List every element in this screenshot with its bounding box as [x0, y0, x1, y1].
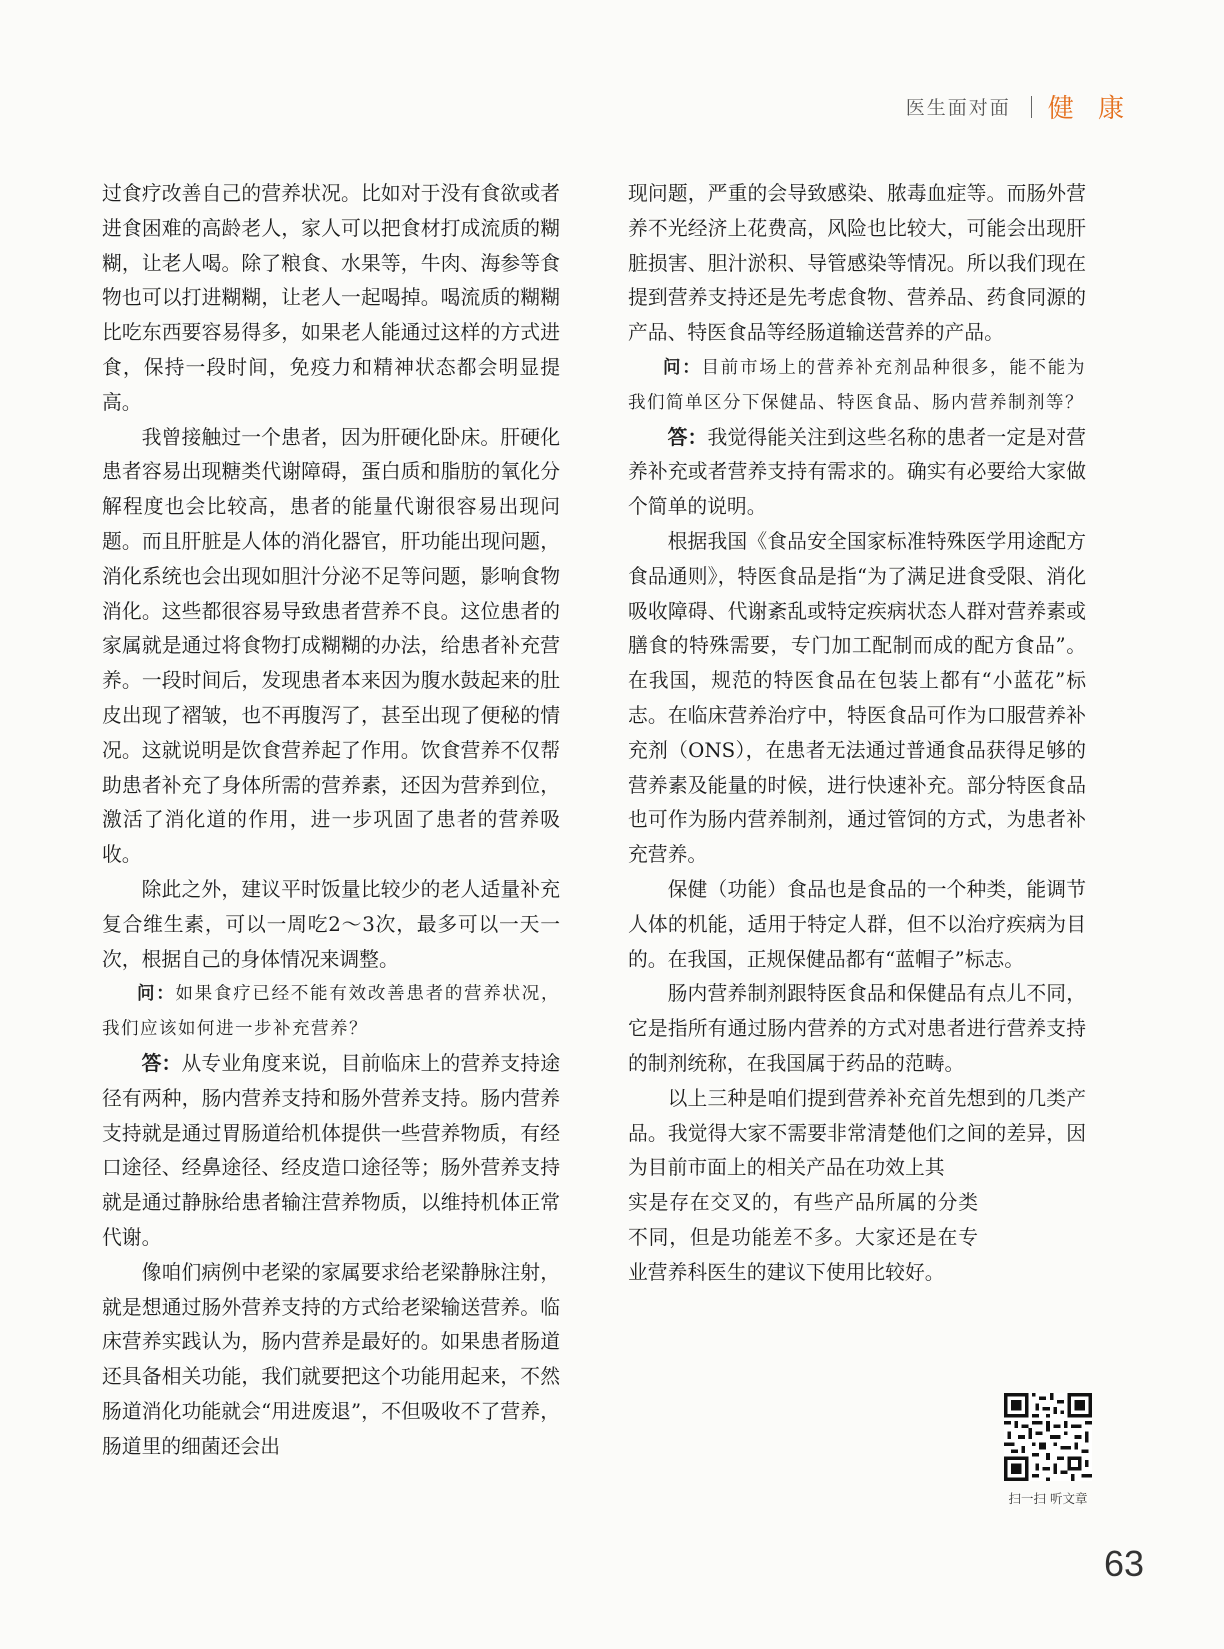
question-text: 如果食疗已经不能有效改善患者的营养状况，我们应该如何进一步补充营养？: [102, 984, 561, 1040]
qr-caption: 扫一扫 听文章: [1008, 1491, 1088, 1506]
question-label: 问：: [137, 984, 176, 1005]
left-column: [102, 177, 560, 1464]
paragraph: 现问题，严重的会导致感染、脓毒血症等。而肠外营养不光经济上花费高，风险也比较大，可能会出现肝脏损害、胆汁淤积、导管感染等情况。所以我们现在提到营养支持还是先考虑食物、营养品、药食同源的产品、特医食品等经肠道输送营养的产品。: [628, 182, 1086, 345]
section-title: 医生面对面: [905, 97, 1011, 119]
question: [628, 351, 1086, 421]
question: [102, 977, 560, 1047]
page-number: 63: [1103, 1543, 1144, 1584]
question-text: 目前市场上的营养补充剂品种很多，能不能为我们简单区分下保健品、特医食品、肠内营养制剂等？: [628, 357, 1087, 413]
qr-code-icon[interactable]: [1004, 1393, 1092, 1481]
paragraph-tail: 实是存在交叉的，有些产品所属的分类不同，但是功能差不多。大家还是在专业营养科医生的建议下使用比较好。: [628, 1191, 978, 1284]
answer: [628, 421, 1086, 525]
answer-label: 答：: [667, 425, 708, 449]
answer: [102, 1047, 560, 1256]
paragraph: 过食疗改善自己的营养状况。比如对于没有食欲或者进食困难的高龄老人，家人可以把食材打成流质的糊糊，让老人喝。除了粮食、水果等，牛肉、海参等食物也可以打进糊糊，让老人一起喝掉。喝流质的糊糊比吃东西要容易得多，如果老人能通过这样的方式进食，保持一段时间，免疫力和精神状态都会明显提高。: [102, 182, 560, 414]
column-brand: 健 康: [1047, 94, 1132, 124]
paragraph: 除此之外，建议平时饭量比较少的老人适量补充复合维生素，可以一周吃2～3次，最多可以一天一次，根据自己的身体情况来调整。: [102, 877, 560, 971]
running-header: [906, 88, 1132, 125]
right-column: [628, 177, 1086, 1291]
paragraph: 我曾接触过一个患者，因为肝硬化卧床。肝硬化患者容易出现糖类代谢障碍，蛋白质和脂肪的氧化分解程度也会比较高，患者的能量代谢很容易出现问题。而且肝脏是人体的消化器官，肝功能出现问题，消化系统也会出现如胆汁分泌不足等问题，影响食物消化。这些都很容易导致患者营养不良。这位患者的家属就是通过将食物打成糊糊的办法，给患者补充营养。一段时间后，发现患者本来因为腹水鼓起来的肚皮出现了褶皱，也不再腹泻了，甚至出现了便秘的情况。这就说明是饮食营养起了作用。饮食营养不仅帮助患者补充了身体所需的营养素，还因为营养到位，激活了消化道的作用，进一步巩固了患者的营养吸收。: [102, 425, 560, 867]
qr-block: [1000, 1393, 1096, 1507]
paragraph: 肠内营养制剂跟特医食品和保健品有点儿不同，它是指所有通过肠内营养的方式对患者进行营养支持的制剂统称，在我国属于药品的范畴。: [628, 982, 1086, 1075]
paragraph: 保健（功能）食品也是食品的一个种类，能调节人体的机能，适用于特定人群，但不以治疗疾病为目的。在我国，正规保健品都有“蓝帽子”标志。: [628, 877, 1086, 971]
answer-text: 从专业角度来说，目前临床上的营养支持途径有两种，肠内营养支持和肠外营养支持。肠内营养支持就是通过胃肠道给机体提供一些营养物质，有经口途径、经鼻途径、经皮造口途径等；肠外营养支持就是通过静脉给患者输注营养物质，以维持机体正常代谢。: [102, 1051, 560, 1249]
paragraph: 像咱们病例中老梁的家属要求给老梁静脉注射，就是想通过肠外营养支持的方式给老梁输送营养。临床营养实践认为，肠内营养是最好的。如果患者肠道还具备相关功能，我们就要把这个功能用起来，不然肠道消化功能就会“用进废退”，不但吸收不了营养，肠道里的细菌还会出: [102, 1260, 560, 1458]
paragraph: 根据我国《食品安全国家标准特殊医学用途配方食品通则》，特医食品是指“为了满足进食受限、消化吸收障碍、代谢紊乱或特定疾病状态人群对营养素或膳食的特殊需要，专门加工配制而成的配方食品”。在我国，规范的特医食品在包装上都有“小蓝花”标志。在临床营养治疗中，特医食品可作为口服营养补充剂（ONS），在患者无法通过普通食品获得足够的营养素及能量的时候，进行快速补充。部分特医食品也可作为肠内营养制剂，通过管饲的方式，为患者补充营养。: [628, 529, 1086, 867]
question-label: 问：: [663, 357, 702, 378]
answer-label: 答：: [141, 1051, 182, 1075]
paragraph: 以上三种是咱们提到营养补充首先想到的几类产品。我觉得大家不需要非常清楚他们之间的差异，因为目前市面上的相关产品在功效上其: [628, 1086, 1086, 1180]
answer-text: 我觉得能关注到这些名称的患者一定是对营养补充或者营养支持有需求的。确实有必要给大家做个简单的说明。: [628, 425, 1086, 519]
header-divider: [1031, 96, 1032, 118]
